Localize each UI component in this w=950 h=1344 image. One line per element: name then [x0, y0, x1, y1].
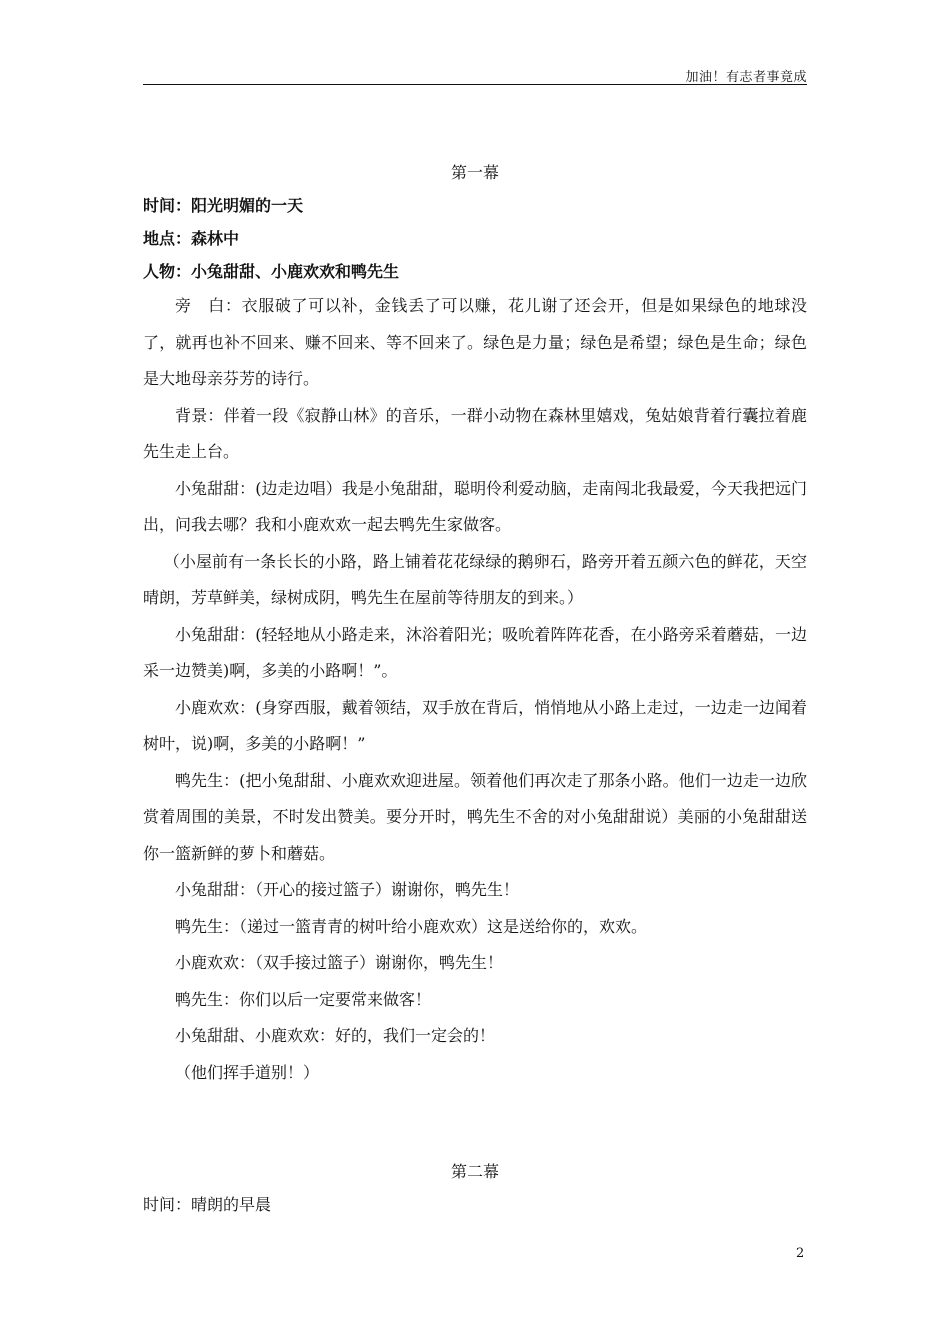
dialogue-line: 小鹿欢欢：（双手接过篮子）谢谢你，鸭先生！: [175, 953, 504, 972]
dialogue-line: 小兔甜甜、小鹿欢欢：好的，我们一定会的！: [175, 1026, 496, 1045]
stage-direction-line: （他们挥手道别！）: [175, 1062, 320, 1082]
act1-characters: 人物：小兔甜甜、小鹿欢欢和鸭先生: [143, 262, 400, 281]
dialogue-paragraph: 小兔甜甜：(边走边唱）我是小兔甜甜，聪明伶利爱动脑，走南闯北我最爱，今天我把远门出，问我去哪？我和小鹿欢欢一起去鸭先生家做客。: [143, 478, 807, 534]
dialogue-line: 鸭先生：（递过一篮青青的树叶给小鹿欢欢）这是送给你的，欢欢。: [175, 916, 648, 936]
page-number: 2: [796, 1246, 805, 1261]
act1-time: 时间：阳光明媚的一天: [143, 196, 304, 215]
narrator-paragraph: 旁 白：衣服破了可以补，金钱丢了可以赚，花儿谢了还会开，但是如果绿色的地球没了，就再也补不回来、赚不回来、等不回来了。绿色是力量；绿色是希望；绿色是生命；绿色是大地母亲芬芳的诗行。: [143, 296, 807, 388]
section-spacer: [143, 1091, 807, 1155]
page-header: [143, 64, 807, 85]
dialogue-line: 鸭先生：你们以后一定要常来做客！: [175, 989, 432, 1009]
act2-time: 时间：晴朗的早晨: [143, 1195, 272, 1214]
header-motto: 加油！有志者事竟成: [685, 70, 807, 85]
dialogue-paragraph: 小鹿欢欢：(身穿西服，戴着领结，双手放在背后，悄悄地从小路上走过，一边走一边闻着树叶，说)啊，多美的小路啊！”: [143, 697, 807, 753]
act1-title: 第一幕: [450, 163, 499, 182]
dialogue-line: 小兔甜甜：（开心的接过篮子）谢谢你，鸭先生！: [175, 880, 520, 899]
stage-direction-paragraph: （小屋前有一条长长的小路，路上铺着花花绿绿的鹅卵石，路旁开着五颜六色的鲜花，天空晴朗，芳草鲜美，绿树成阴，鸭先生在屋前等待朋友的到来。）: [143, 551, 807, 607]
act2-title: 第二幕: [450, 1162, 499, 1181]
document-body: [143, 156, 807, 1221]
dialogue-paragraph: 鸭先生：(把小兔甜甜、小鹿欢欢迎进屋。领着他们再次走了那条小路。他们一边走一边欣赏着周围的美景，不时发出赞美。要分开时，鸭先生不舍的对小兔甜甜说）美丽的小兔甜甜送你一篮新鲜的萝卜和蘑菇。: [143, 770, 807, 863]
background-paragraph: 背景：伴着一段《寂静山林》的音乐，一群小动物在森林里嬉戏，兔姑娘背着行囊拉着鹿先生走上台。: [143, 405, 807, 461]
act1-place: 地点：森林中: [143, 229, 240, 248]
dialogue-paragraph: 小兔甜甜：(轻轻地从小路走来，沐浴着阳光；吸吮着阵阵花香，在小路旁采着蘑菇，一边采一边赞美)啊，多美的小路啊！”。: [143, 624, 807, 680]
